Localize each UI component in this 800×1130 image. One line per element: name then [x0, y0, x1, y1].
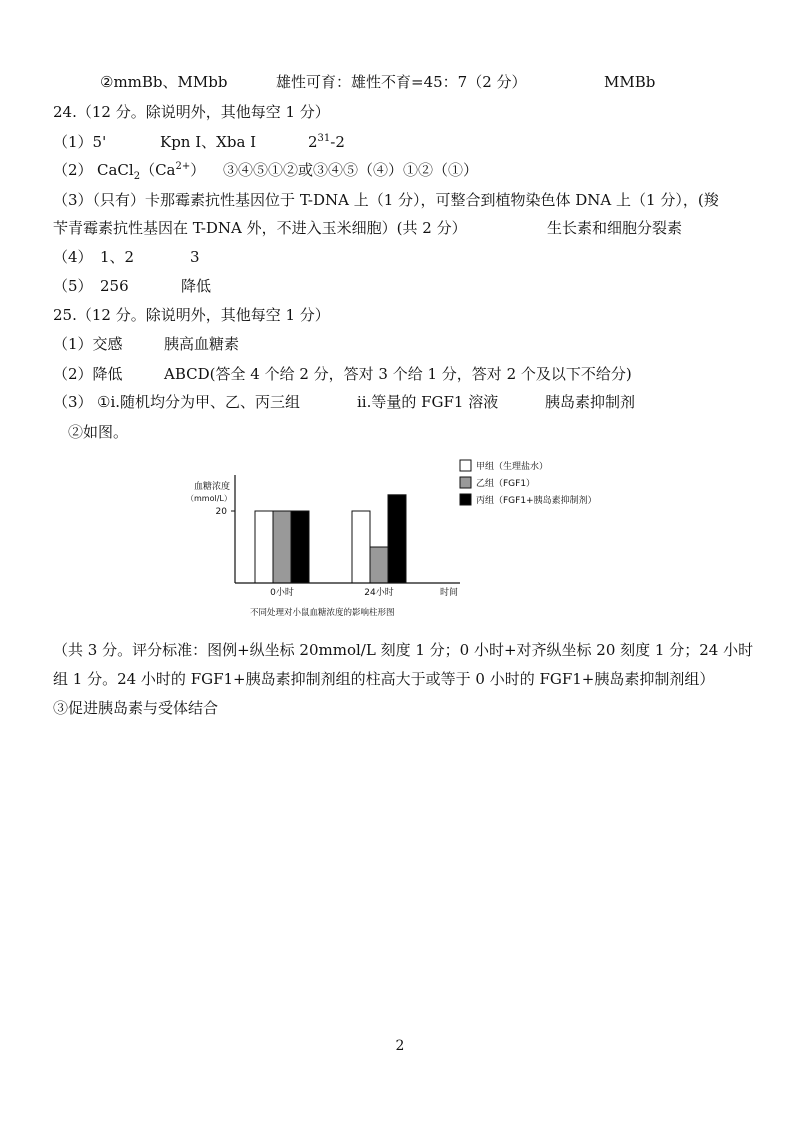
part-5-num: （5）: [53, 277, 93, 295]
bar: [273, 511, 291, 583]
legend-swatch: [460, 460, 471, 471]
part-2-num: （2）: [53, 161, 93, 179]
category-label: 0小时: [270, 588, 294, 598]
steps-answer: ③④⑤①②或③④⑤（④）①②（①）: [223, 161, 479, 179]
bar: [255, 511, 273, 583]
part-2-num: （2）降低: [53, 365, 123, 383]
page-number: 2: [395, 1038, 405, 1054]
power-answer: $2^{31}-2$: [308, 133, 345, 151]
bar-chart-svg: [180, 455, 650, 630]
legend-swatch: [460, 494, 471, 505]
part-2-answer: ABCD(答全 4 个给 2 分，答对 3 个给 1 分，答对 2 个及以下不给分): [164, 365, 632, 383]
category-label: 24小时: [364, 588, 394, 598]
legend-label: 丙组（FGF1+胰岛素抑制剂）: [476, 496, 597, 506]
question-25-header: 25.（12 分。除说明外，其他每空 1 分）: [53, 306, 330, 324]
ratio-answer: 雄性可育：雄性不育=45：7（2 分）: [276, 73, 527, 91]
legend-swatch: [460, 477, 471, 488]
part-3-num: （3）: [53, 393, 93, 411]
scoring-criteria-line-2: 组 1 分。24 小时的 FGF1+胰岛素抑制剂组的柱高大于或等于 0 小时的 FGF1+胰岛素抑制剂组）: [53, 670, 715, 688]
bar: [388, 495, 406, 583]
y-axis-unit: （mmol/L）: [186, 494, 232, 503]
genotype-answer: ②mmBb、MMbb: [100, 73, 228, 91]
genotype-answer-2: MMBb: [604, 73, 656, 91]
question-24-header: 24.（12 分。除说明外，其他每空 1 分）: [53, 103, 330, 121]
scoring-criteria-line-1: （共 3 分。评分标准：图例+纵坐标 20mmol/L 刻度 1 分；0 小时+对齐纵坐标 20 刻度 1 分；24 小时: [53, 641, 754, 659]
hormone-answer: 生长素和细胞分裂素: [547, 219, 683, 237]
chart-title: 不同处理对小鼠血糖浓度的影响柱形图: [250, 608, 395, 618]
part-3-inhibitor: 胰岛素抑制剂: [545, 393, 636, 411]
bar: [352, 511, 370, 583]
legend-label: 甲组（生理盐水）: [476, 462, 549, 472]
part-3-step-ii: ii.等量的 FGF1 溶液: [357, 393, 499, 411]
question-25-part-3c: ③促进胰岛素与受体结合: [53, 699, 219, 717]
question-24-part-3a: （3）（只有）卡那霉素抗性基因位于 T-DNA 上（1 分），可整合到植物染色体 DNA 上（1 分），(羧: [53, 191, 719, 209]
y-tick-label: 20: [215, 507, 227, 517]
cacl2-answer: $CaCl_2(Ca^{2+})$: [97, 161, 206, 182]
part-3-step-i: ①i.随机均分为甲、乙、丙三组: [97, 393, 301, 411]
x-axis-label: 时间: [440, 588, 459, 598]
part-5-answer-b: 降低: [181, 277, 212, 295]
part-3b-text: 苄青霉素抗性基因在 T-DNA 外，不进入玉米细胞）(共 2 分）: [53, 219, 467, 237]
part-5-answer-a: 256: [100, 277, 129, 295]
part-4-num: （4）: [53, 248, 93, 266]
legend-label: 乙组（FGF1）: [476, 479, 536, 489]
bar: [291, 511, 309, 583]
bar: [370, 547, 388, 583]
part-4-answer-a: 1、2: [100, 248, 135, 266]
part-1-answer: 胰高血糖素: [164, 335, 240, 353]
question-25-part-3-figure-note: ②如图。: [68, 423, 129, 441]
bar-chart: [180, 455, 650, 630]
part-1-num: （1）交感: [53, 335, 123, 353]
enzyme-answer: Kpn I、Xba I: [160, 133, 257, 151]
part-4-answer-b: 3: [190, 248, 200, 266]
part-1-num: （1）5': [53, 133, 107, 151]
y-axis-label: 血糖浓度: [194, 482, 231, 492]
